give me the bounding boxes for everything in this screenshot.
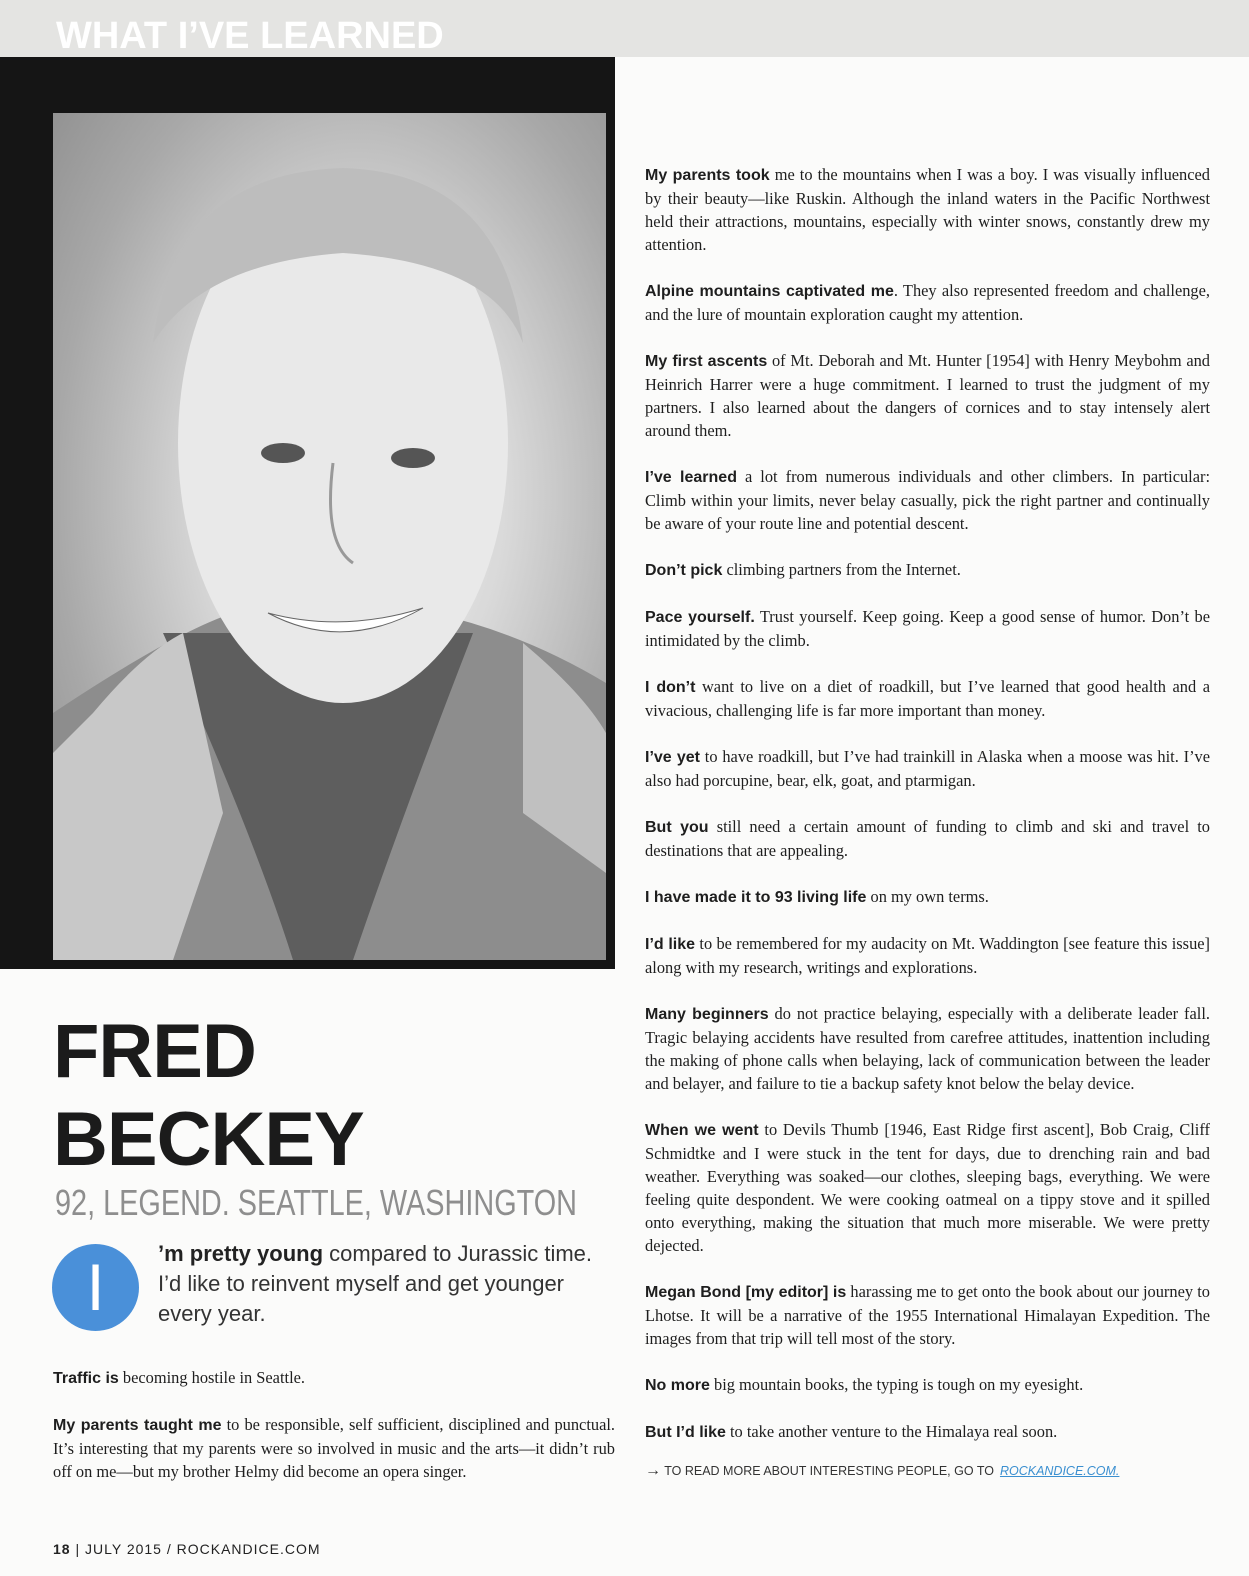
paragraph-text: Trust yourself. Keep going. Keep a good sense of humor. Don’t be intimidated by the climb. bbox=[645, 607, 1210, 650]
paragraph bbox=[645, 279, 1210, 326]
paragraph bbox=[645, 349, 1210, 442]
paragraph-lead: Pace yourself. bbox=[645, 609, 755, 626]
paragraph-lead: I don’t bbox=[645, 679, 696, 696]
read-more bbox=[645, 1461, 1210, 1481]
paragraph-text: want to live on a diet of roadkill, but I’ve learned that good health and a vivacious, challenging life is far more important than money. bbox=[645, 677, 1210, 720]
page-number: 18 bbox=[53, 1541, 71, 1557]
paragraph bbox=[645, 1118, 1210, 1257]
paragraph-text: climbing partners from the Internet. bbox=[722, 560, 961, 579]
rockandice-link[interactable]: ROCKANDICE.COM. bbox=[999, 1464, 1120, 1478]
paragraph-lead: When we went bbox=[645, 1122, 759, 1139]
paragraph-text: big mountain books, the typing is tough on my eyesight. bbox=[709, 1375, 1084, 1394]
paragraph-lead: No more bbox=[645, 1377, 710, 1394]
name-line-2: BECKEY bbox=[53, 1097, 364, 1182]
paragraph-text: to have roadkill, but I’ve had trainkill in Alaska when a moose was hit. I’ve also had porcupine, bear, elk, goat, and ptarmigan. bbox=[645, 747, 1210, 790]
paragraph-text: . They also represented freedom and challenge, and the lure of mountain exploration caught my attention. bbox=[645, 281, 1210, 324]
drop-cap: I bbox=[52, 1244, 139, 1331]
paragraph bbox=[53, 1366, 615, 1390]
paragraph bbox=[645, 932, 1210, 979]
footer-issue: | JULY 2015 / ROCKANDICE.COM bbox=[70, 1541, 321, 1557]
page-footer bbox=[53, 1540, 321, 1558]
portrait-illustration bbox=[53, 113, 606, 960]
paragraph-lead: My parents taught me bbox=[53, 1417, 222, 1434]
paragraph-text: a lot from numerous individuals and other climbers. In particular: Climb within your limits, never belay casually, pick the right partner and continually be aware of your route line and potential descent. bbox=[645, 467, 1211, 533]
paragraph-lead: I have made it to 93 living life bbox=[645, 889, 867, 906]
paragraph-lead: But you bbox=[645, 819, 709, 836]
profile-name bbox=[53, 1008, 364, 1184]
paragraph-text: of Mt. Deborah and Mt. Hunter [1954] with Henry Meybohm and Heinrich Harrer were a huge commitment. I learned to trust the judgment of my partners. I also learned about the dangers of cornices and to stay intensely alert around them. bbox=[645, 351, 1210, 440]
paragraph-lead: I’ve learned bbox=[645, 469, 737, 486]
paragraph-lead: I’d like bbox=[645, 936, 696, 953]
paragraph bbox=[645, 465, 1210, 535]
right-column bbox=[645, 163, 1210, 1481]
paragraph-lead: I’ve yet bbox=[645, 749, 700, 766]
paragraph-text: still need a certain amount of funding to climb and ski and travel to destinations that are appealing. bbox=[645, 817, 1211, 860]
paragraph bbox=[645, 1002, 1210, 1095]
profile-subtitle-wrapper bbox=[55, 1182, 585, 1222]
paragraph-text: on my own terms. bbox=[866, 887, 989, 906]
paragraph bbox=[645, 885, 1210, 909]
paragraph-lead: Many beginners bbox=[645, 1006, 769, 1023]
paragraph bbox=[645, 605, 1210, 652]
paragraph-lead: But I’d like bbox=[645, 1424, 726, 1441]
paragraph-lead: Traffic is bbox=[53, 1370, 119, 1387]
paragraph-text: to be responsible, self sufficient, disciplined and punctual. It’s interesting that my parents were so involved in music and the arts—it didn’t rub off on me—but my brother Helmy did become an opera singer. bbox=[53, 1415, 615, 1481]
paragraph-text: to be remembered for my audacity on Mt. Waddington [see feature this issue] along with my research, writings and explorations. bbox=[645, 934, 1210, 977]
paragraph bbox=[645, 815, 1210, 862]
paragraph-lead: My parents took bbox=[645, 167, 770, 184]
paragraph-text: to take another venture to the Himalaya real soon. bbox=[725, 1422, 1058, 1441]
paragraph bbox=[645, 675, 1210, 722]
portrait-photo bbox=[53, 113, 606, 960]
profile-subtitle: 92, LEGEND. SEATTLE, WASHINGTON bbox=[55, 1182, 577, 1223]
paragraph-lead: Megan Bond [my editor] is bbox=[645, 1284, 847, 1301]
section-title: WHAT I’VE LEARNED bbox=[56, 15, 444, 57]
paragraph-text: me to the mountains when I was a boy. I was visually influenced by their beauty—like Ruskin. Although the inland waters in the Pacific Northwest held their attractions, mountains, especially with winter snows, constantly drew my attention. bbox=[645, 165, 1210, 254]
paragraph bbox=[645, 745, 1210, 792]
left-column bbox=[53, 1366, 615, 1506]
arrow-right-icon: → bbox=[645, 1462, 661, 1479]
paragraph bbox=[645, 558, 1210, 582]
paragraph-lead: Alpine mountains captivated me bbox=[645, 283, 894, 300]
paragraph-text: becoming hostile in Seattle. bbox=[118, 1368, 305, 1387]
paragraph bbox=[645, 1280, 1210, 1350]
paragraph-text: harassing me to get onto the book about our journey to Lhotse. It will be a narrative of the 1955 International Himalayan Expedition. The images from that trip will tell most of the story. bbox=[645, 1282, 1210, 1348]
paragraph bbox=[645, 163, 1210, 256]
paragraph bbox=[645, 1373, 1210, 1397]
name-line-1: FRED bbox=[53, 1009, 256, 1094]
paragraph bbox=[645, 1420, 1210, 1444]
intro-body: compared to Jurassic time. I’d like to reinvent myself and get younger every year. bbox=[158, 1241, 592, 1326]
paragraph-lead: My first ascents bbox=[645, 353, 768, 370]
paragraph bbox=[53, 1413, 615, 1483]
intro-text bbox=[158, 1239, 598, 1329]
paragraph-lead: Don’t pick bbox=[645, 562, 723, 579]
paragraph-text: to Devils Thumb [1946, East Ridge first ascent], Bob Craig, Cliff Schmidtke and I were stuck in the tent for days, due to drenching rain and bad weather. Everything was soaked—our clothes, sleeping bags, everything. We were feeling quite despondent. We were cooking oatmeal on a tippy stove and it spilled onto everything, making the situation that much more miserable. We were pretty dejected. bbox=[645, 1120, 1210, 1255]
read-more-text: TO READ MORE ABOUT INTERESTING PEOPLE, GO TO bbox=[664, 1464, 994, 1478]
paragraph-text: do not practice belaying, especially with a deliberate leader fall. Tragic belaying accidents have resulted from carefree attitudes, inattention including the making of phone calls when belaying, lack of communication between the leader and belayer, and failure to tie a backup safety knot below the belay device. bbox=[645, 1004, 1210, 1093]
intro-lead: ’m pretty young bbox=[158, 1241, 324, 1266]
